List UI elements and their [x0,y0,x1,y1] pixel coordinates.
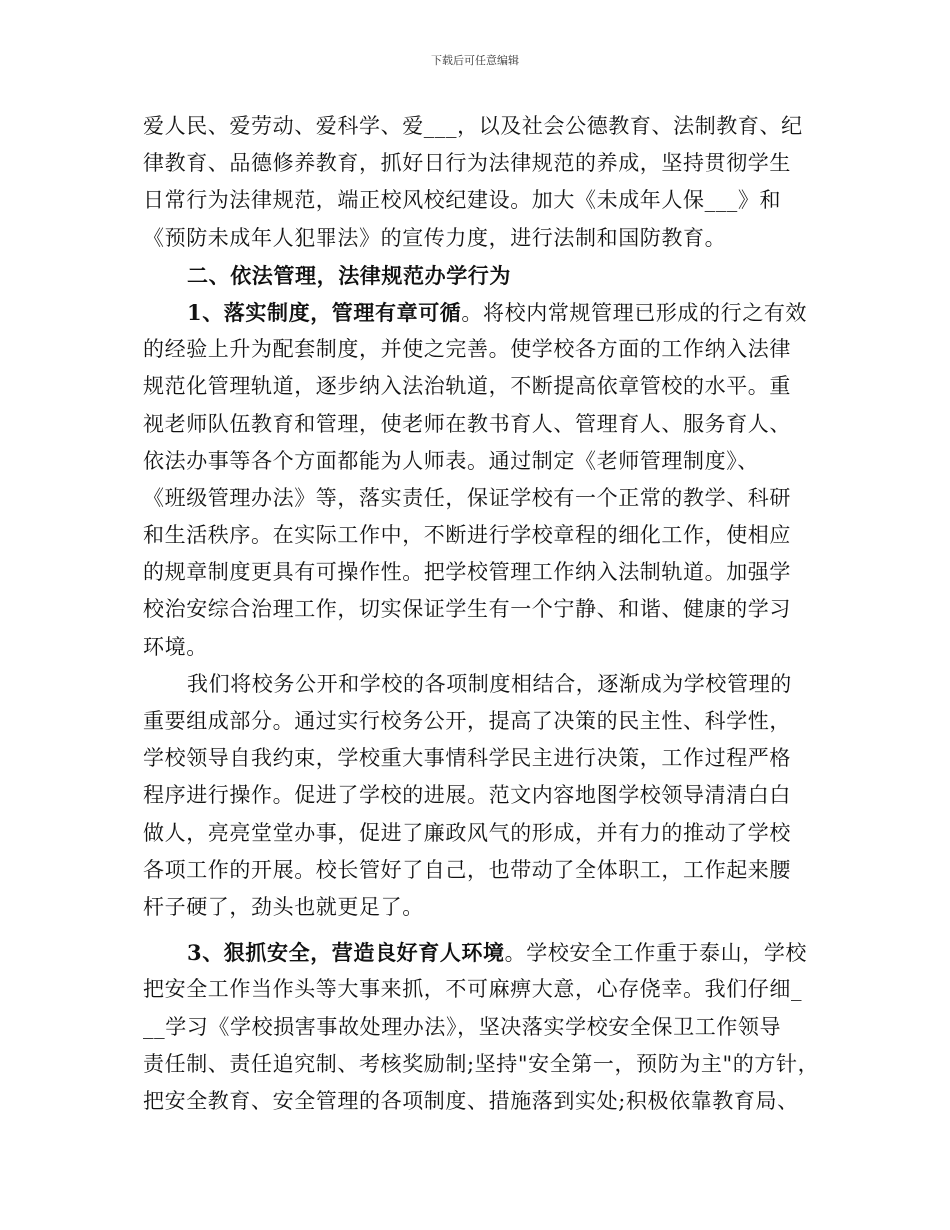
text-line: 做人，亮亮堂堂办事，促进了廉政风气的形成，并有力的推动了学校 [143,820,791,845]
text-line: 杆子硬了，劲头也就更足了。 [143,894,424,919]
text-line: 学校领导自我约束，学校重大事情科学民主进行决策，工作过程严格 [143,746,791,771]
paragraph-first-line [143,934,815,971]
text-line: 的经验上升为配套制度，并使之完善。使学校各方面的工作纳入法律 [143,337,791,362]
text-line: 程序进行操作。促进了学校的进展。范文内容地图学校领导清清白白 [143,783,791,808]
text-line: 把安全工作当作头等大事来抓，不可麻痹大意，心存侥幸。我们仔细_ [143,977,803,1002]
text-line: 视老师队伍教育和管理，使老师在教书育人、管理育人、服务育人、 [143,411,791,436]
text-line: 环境。 [143,634,208,659]
text-line: __学习《学校损害事故处理办法》，坚决落实学校安全保卫工作领导 [143,1014,782,1039]
page-header: 下载后可任意编辑 [431,54,519,67]
text-line: 《预防未成年人犯罪法》的宣传力度，进行法制和国防教育。 [143,225,727,250]
text-line: 的规章制度更具有可操作性。把学校管理工作纳入法制轨道。加强学 [143,560,791,585]
text-line: 律教育、品德修养教育，抓好日行为法律规范的养成，坚持贯彻学生 [143,151,791,176]
section-heading: 二、依法管理，法律规范办学行为 [187,262,511,288]
paragraph-gap [143,926,815,934]
text-line: 日常行为法律规范，端正校风校纪建设。加大《未成年人保___》和 [143,188,782,213]
text-line: 把安全教育、安全管理的各项制度、措施落到实处;积极依靠教育局、 [143,1088,799,1113]
text-line: 和生活秩序。在实际工作中，不断进行学校章程的细化工作，使相应 [143,523,791,548]
paragraph-first-line: 我们将校务公开和学校的各项制度相结合，逐渐成为学校管理的 [187,671,792,696]
text-run: 。将校内常规管理已形成的行之有效 [461,300,808,325]
text-line: 规范化管理轨道，逐步纳入法治轨道，不断提高依章管校的水平。重 [143,374,791,399]
subheading-inline: 3、狠抓安全，营造良好育人环境 [187,940,505,966]
text-line: 校治安综合治理工作，切实保证学生有一个宁静、和谐、健康的学习 [143,597,791,622]
document-body [143,108,820,1120]
text-line: 各项工作的开展。校长管好了自己，也带动了全体职工，工作起来腰 [143,857,791,882]
text-line: 爱人民、爱劳动、爱科学、爱___，以及社会公德教育、法制教育、纪 [143,114,803,138]
text-line: 责任制、责任追究制、考核奖励制;坚持"安全第一，预防为主"的方针， [143,1051,820,1076]
text-line: 重要组成部分。通过实行校务公开，提高了决策的民主性、科学性， [143,709,791,733]
paragraph-first-line [143,294,815,331]
text-line: 《班级管理办法》等，落实责任，保证学校有一个正常的教学、科研 [143,485,791,510]
text-line: 依法办事等各个方面都能为人师表。通过制定《老师管理制度》、 [143,448,759,473]
text-run: 。学校安全工作重于泰山，学校 [504,941,808,966]
subheading-inline: 1、落实制度，管理有章可循 [187,299,462,325]
